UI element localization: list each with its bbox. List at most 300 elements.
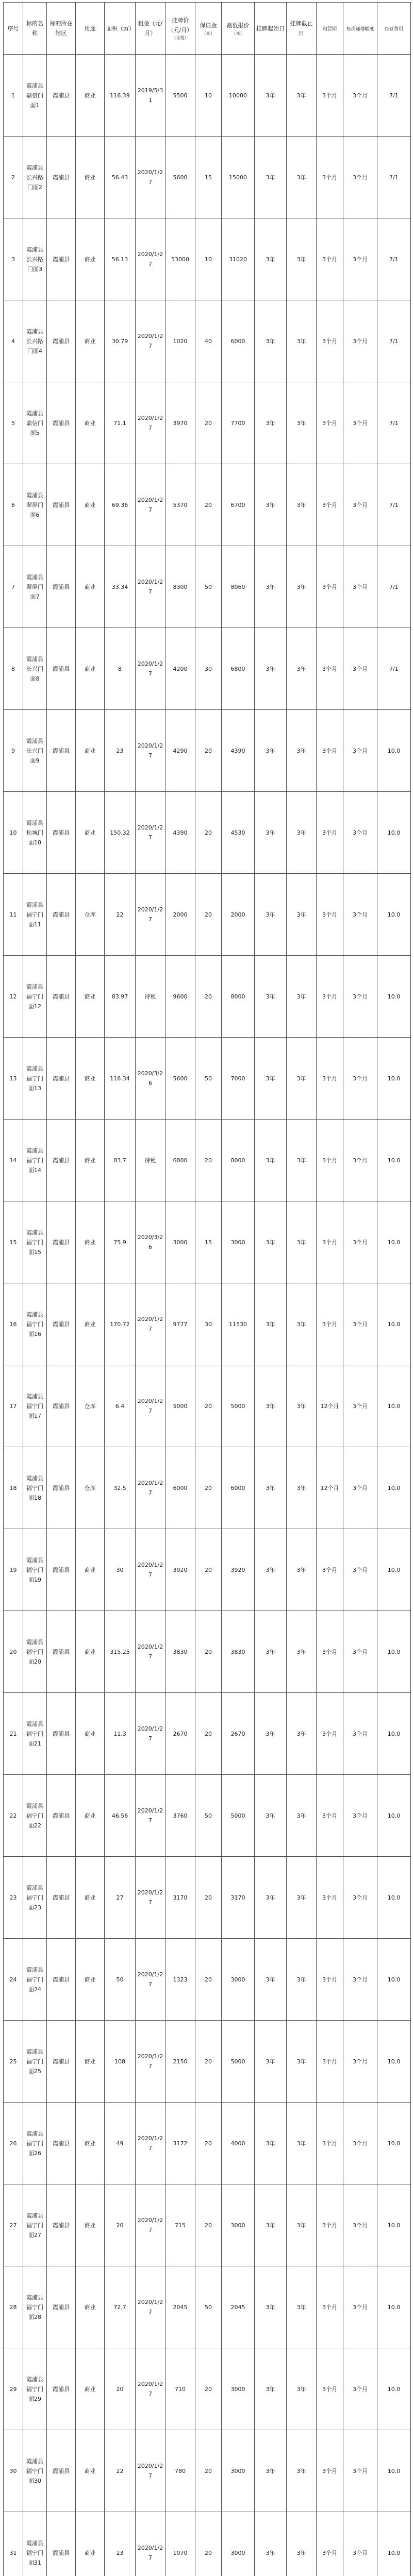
table-cell: 3年 [255, 1365, 287, 1447]
table-cell: 9 [4, 710, 23, 792]
table-cell: 3个月 [317, 2512, 343, 2576]
table-cell: 商业 [76, 137, 105, 218]
table-cell: 霞浦县 [47, 1365, 76, 1447]
table-cell: 霞浦县福宁门面14 [23, 1120, 47, 1201]
table-row [4, 546, 411, 628]
table-cell: 仓库 [76, 1447, 105, 1529]
table-row [4, 2103, 411, 2184]
table-cell: 10.0 [377, 1038, 411, 1120]
table-row [4, 1857, 411, 1939]
table-cell: 3年 [287, 1939, 317, 2021]
table-cell: 商业 [76, 2184, 105, 2266]
table-cell: 69.36 [105, 464, 136, 546]
table-row [4, 1201, 411, 1283]
table-cell: 3000 [222, 2184, 255, 2266]
table-body [4, 55, 411, 2576]
table-cell: 3年 [255, 2430, 287, 2512]
table-cell: 18 [4, 1447, 23, 1529]
table-cell: 霞浦县 [47, 1201, 76, 1283]
table-cell: 霞浦县 [47, 956, 76, 1038]
table-cell: 2670 [165, 1693, 195, 1775]
table-cell: 霞浦县 [47, 546, 76, 628]
table-cell: 仓库 [76, 874, 105, 956]
table-cell: 11 [4, 874, 23, 956]
table-cell: 3年 [255, 2021, 287, 2103]
table-cell: 3个月 [343, 218, 377, 300]
table-cell: 霞浦县 [47, 1120, 76, 1201]
table-cell: 108 [105, 2021, 136, 2103]
table-cell: 3个月 [343, 1120, 377, 1201]
table-row [4, 2021, 411, 2103]
table-cell: 霞浦县 [47, 792, 76, 874]
table-cell: 3个月 [343, 1447, 377, 1529]
table-cell: 商业 [76, 792, 105, 874]
table-cell: 5000 [222, 2021, 255, 2103]
column-header-label: 用途 [84, 25, 96, 32]
table-cell: 3000 [222, 2512, 255, 2576]
table-cell: 20 [105, 2184, 136, 2266]
column-header-label: 挂牌截止日 [290, 20, 313, 37]
table-cell: 3970 [165, 382, 195, 464]
table-cell: 霞浦县福宁门面16 [23, 1283, 47, 1365]
table-cell: 7/1 [377, 55, 411, 137]
table-cell: 商业 [76, 1939, 105, 2021]
table-cell: 2020/1/27 [136, 1611, 165, 1693]
table-cell: 3个月 [343, 1693, 377, 1775]
table-cell: 20 [195, 874, 222, 956]
table-cell: 2020/1/27 [136, 546, 165, 628]
table-cell: 3年 [287, 218, 317, 300]
table-cell: 3个月 [343, 1038, 377, 1120]
table-cell: 3个月 [317, 1201, 343, 1283]
table-cell: 53000 [165, 218, 195, 300]
table-row [4, 1611, 411, 1693]
table-cell: 霞浦县长兴路门面4 [23, 300, 47, 382]
table-cell: 3920 [165, 1529, 195, 1611]
table-cell: 3个月 [343, 2430, 377, 2512]
table-row [4, 2184, 411, 2266]
table-cell: 2020/1/27 [136, 464, 165, 546]
table-cell: 霞浦县 [47, 137, 76, 218]
table-cell: 3年 [287, 792, 317, 874]
table-cell: 49 [105, 2103, 136, 2184]
table-row [4, 55, 411, 137]
table-cell: 3年 [287, 2430, 317, 2512]
table-cell: 3年 [287, 1529, 317, 1611]
table-cell: 7 [4, 546, 23, 628]
table-cell: 3年 [287, 2184, 317, 2266]
table-cell: 20 [195, 1120, 222, 1201]
column-header-label: 标的所在辖区 [49, 20, 73, 37]
table-cell: 10 [4, 792, 23, 874]
table-cell: 2020/1/27 [136, 2184, 165, 2266]
table-cell: 3个月 [317, 1939, 343, 2021]
table-cell: 2020/1/27 [136, 300, 165, 382]
table-cell: 27 [105, 1857, 136, 1939]
table-cell: 霞浦县 [47, 382, 76, 464]
column-header [165, 3, 195, 55]
table-cell: 3年 [255, 1120, 287, 1201]
table-cell: 3年 [287, 55, 317, 137]
table-cell: 26 [4, 2103, 23, 2184]
table-cell: 3年 [287, 1283, 317, 1365]
table-cell: 2 [4, 137, 23, 218]
table-cell: 霞浦县福宁门面27 [23, 2184, 47, 2266]
table-cell: 4000 [222, 2103, 255, 2184]
table-cell: 5600 [165, 137, 195, 218]
table-cell: 170.72 [105, 1283, 136, 1365]
table-cell: 商业 [76, 956, 105, 1038]
table-cell: 3个月 [343, 2103, 377, 2184]
table-cell: 3年 [255, 218, 287, 300]
table-cell: 11530 [222, 1283, 255, 1365]
table-cell: 3个月 [317, 1038, 343, 1120]
table-cell: 150.32 [105, 792, 136, 874]
table-cell: 霞浦县福宁门面17 [23, 1365, 47, 1447]
table-cell: 霞浦县 [47, 628, 76, 710]
table-row [4, 2266, 411, 2348]
table-cell: 2000 [165, 874, 195, 956]
table-row [4, 300, 411, 382]
table-cell: 3年 [255, 2103, 287, 2184]
table-cell: 3个月 [317, 2184, 343, 2266]
table-cell: 20 [195, 956, 222, 1038]
table-cell: 霞浦县 [47, 2430, 76, 2512]
table-cell: 315.25 [105, 1611, 136, 1693]
table-cell: 3年 [287, 628, 317, 710]
table-cell: 霞浦县 [47, 2512, 76, 2576]
table-cell: 2019/5/31 [136, 55, 165, 137]
table-cell: 3年 [287, 1365, 317, 1447]
table-cell: 9600 [165, 956, 195, 1038]
column-header-unit: （元） [202, 30, 214, 36]
table-cell: 仓库 [76, 1365, 105, 1447]
table-cell: 116.39 [105, 55, 136, 137]
table-cell: 商业 [76, 546, 105, 628]
table-row [4, 1283, 411, 1365]
table-cell: 10.0 [377, 874, 411, 956]
table-cell: 780 [165, 2430, 195, 2512]
listing-table [3, 2, 411, 2576]
column-header-label: 最低报价 [226, 22, 250, 29]
table-cell: 商业 [76, 1201, 105, 1283]
table-cell: 71.1 [105, 382, 136, 464]
table-cell: 商业 [76, 1611, 105, 1693]
table-cell: 10.0 [377, 2348, 411, 2430]
table-cell: 5000 [222, 1775, 255, 1857]
table-cell: 1323 [165, 1939, 195, 2021]
table-cell: 2020/1/27 [136, 628, 165, 710]
table-cell: 3个月 [343, 464, 377, 546]
table-cell: 2670 [222, 1693, 255, 1775]
table-cell: 3个月 [317, 2430, 343, 2512]
table-cell: 1020 [165, 300, 195, 382]
table-cell: 3年 [255, 137, 287, 218]
table-cell: 30 [105, 1529, 136, 1611]
table-cell: 3个月 [343, 2348, 377, 2430]
table-cell: 3个月 [343, 1365, 377, 1447]
table-cell: 10.0 [377, 1529, 411, 1611]
table-cell: 3年 [255, 1201, 287, 1283]
table-cell: 霞浦县 [47, 300, 76, 382]
table-cell: 2020/1/27 [136, 1365, 165, 1447]
table-cell: 10.0 [377, 1693, 411, 1775]
table-cell: 3年 [255, 710, 287, 792]
table-cell: 10.0 [377, 792, 411, 874]
table-cell: 10.0 [377, 1447, 411, 1529]
table-cell: 霞浦县长兴门面9 [23, 710, 47, 792]
table-row [4, 1365, 411, 1447]
table-cell: 3年 [287, 710, 317, 792]
table-cell: 商业 [76, 1857, 105, 1939]
table-cell: 22 [105, 874, 136, 956]
table-cell: 24 [4, 1939, 23, 2021]
table-cell: 7/1 [377, 300, 411, 382]
table-cell: 商业 [76, 2266, 105, 2348]
table-cell: 3年 [255, 1283, 287, 1365]
table-cell: 霞浦县 [47, 1775, 76, 1857]
table-cell: 3个月 [317, 2348, 343, 2430]
table-cell: 50 [105, 1939, 136, 2021]
table-cell: 10.0 [377, 1201, 411, 1283]
table-cell: 霞浦县福宁门面22 [23, 1775, 47, 1857]
table-cell: 15 [4, 1201, 23, 1283]
table-cell: 23 [105, 710, 136, 792]
table-cell: 3年 [255, 2184, 287, 2266]
table-cell: 21 [4, 1693, 23, 1775]
table-cell: 7700 [222, 382, 255, 464]
table-cell: 3年 [287, 1775, 317, 1857]
table-cell: 710 [165, 2348, 195, 2430]
table-cell: 50 [195, 1775, 222, 1857]
table-row [4, 2512, 411, 2576]
table-cell: 3年 [255, 1857, 287, 1939]
table-cell: 3年 [287, 1120, 317, 1201]
table-cell: 3170 [165, 1857, 195, 1939]
table-cell: 待租 [136, 1120, 165, 1201]
table-cell: 20 [195, 2021, 222, 2103]
table-cell: 商业 [76, 1693, 105, 1775]
table-cell: 3年 [287, 1447, 317, 1529]
table-cell: 30.79 [105, 300, 136, 382]
table-cell: 5370 [165, 464, 195, 546]
table-cell: 霞浦县福宁门面19 [23, 1529, 47, 1611]
table-cell: 20 [195, 1611, 222, 1693]
table-cell: 6 [4, 464, 23, 546]
table-cell: 20 [195, 382, 222, 464]
table-cell: 2020/1/27 [136, 2512, 165, 2576]
table-cell: 2150 [165, 2021, 195, 2103]
table-cell: 3000 [222, 1939, 255, 2021]
table-cell: 10.0 [377, 1775, 411, 1857]
table-row [4, 1693, 411, 1775]
table-cell: 商业 [76, 464, 105, 546]
table-cell: 3年 [287, 1611, 317, 1693]
table-cell: 3个月 [343, 2021, 377, 2103]
column-header [317, 3, 343, 55]
table-cell: 15 [195, 1201, 222, 1283]
table-cell: 3年 [287, 464, 317, 546]
table-cell: 22 [105, 2430, 136, 2512]
table-cell: 10.0 [377, 2430, 411, 2512]
table-cell: 3个月 [343, 1611, 377, 1693]
table-cell: 56.13 [105, 218, 136, 300]
table-cell: 霞浦县翠屏门面6 [23, 464, 47, 546]
table-cell: 2045 [165, 2266, 195, 2348]
table-cell: 霞浦县 [47, 218, 76, 300]
table-cell: 14 [4, 1120, 23, 1201]
table-cell: 3年 [255, 1529, 287, 1611]
table-cell: 1 [4, 55, 23, 137]
table-cell: 23 [105, 2512, 136, 2576]
table-cell: 霞浦县福宁门面12 [23, 956, 47, 1038]
table-cell: 3个月 [317, 1775, 343, 1857]
table-cell: 10.0 [377, 2512, 411, 2576]
table-cell: 3年 [287, 956, 317, 1038]
table-row [4, 464, 411, 546]
table-cell: 3年 [255, 300, 287, 382]
table-cell: 3个月 [317, 1693, 343, 1775]
table-row [4, 710, 411, 792]
table-cell: 3个月 [343, 1775, 377, 1857]
table-cell: 5 [4, 382, 23, 464]
table-cell: 霞浦县福宁门面25 [23, 2021, 47, 2103]
table-cell: 3个月 [317, 874, 343, 956]
table-cell: 8 [105, 628, 136, 710]
table-cell: 12个月 [317, 1447, 343, 1529]
table-row [4, 382, 411, 464]
table-cell: 3 [4, 218, 23, 300]
table-cell: 16 [4, 1283, 23, 1365]
column-header-label: 经营费用 [384, 26, 403, 32]
table-cell: 8060 [222, 546, 255, 628]
table-cell: 2020/1/27 [136, 1939, 165, 2021]
table-cell: 3年 [287, 382, 317, 464]
table-cell: 30 [195, 628, 222, 710]
table-cell: 霞浦县福宁门面28 [23, 2266, 47, 2348]
table-row [4, 1447, 411, 1529]
table-cell: 3个月 [343, 382, 377, 464]
table-cell: 3个月 [317, 2103, 343, 2184]
table-cell: 3个月 [343, 137, 377, 218]
table-cell: 3个月 [317, 218, 343, 300]
table-cell: 72.7 [105, 2266, 136, 2348]
table-cell: 霞浦县长兴路门面2 [23, 137, 47, 218]
table-cell: 50 [195, 546, 222, 628]
table-cell: 2020/1/27 [136, 1447, 165, 1529]
table-cell: 商业 [76, 1529, 105, 1611]
table-cell: 3个月 [317, 137, 343, 218]
column-header-label: 每次递增幅度 [346, 26, 374, 32]
table-cell: 商业 [76, 218, 105, 300]
table-cell: 3000 [222, 1201, 255, 1283]
table-cell: 10.0 [377, 2184, 411, 2266]
table-cell: 3年 [255, 628, 287, 710]
column-header [222, 3, 255, 55]
table-cell: 20 [105, 2348, 136, 2430]
column-header-label: 挂牌价（元/月） [168, 17, 193, 33]
table-cell: 6000 [222, 1447, 255, 1529]
table-cell: 83.97 [105, 956, 136, 1038]
table-cell: 霞浦县 [47, 2184, 76, 2266]
table-cell: 2045 [222, 2266, 255, 2348]
table-cell: 3920 [222, 1529, 255, 1611]
table-cell: 3个月 [317, 464, 343, 546]
table-cell: 3年 [255, 2266, 287, 2348]
table-cell: 3个月 [343, 55, 377, 137]
table-cell: 8000 [222, 1120, 255, 1201]
table-cell: 3年 [255, 2512, 287, 2576]
table-cell: 商业 [76, 2021, 105, 2103]
table-cell: 3172 [165, 2103, 195, 2184]
table-cell: 10.0 [377, 2103, 411, 2184]
table-cell: 3年 [287, 2512, 317, 2576]
column-header-label: 保证金 [200, 22, 217, 29]
table-cell: 3830 [165, 1611, 195, 1693]
table-cell: 31 [4, 2512, 23, 2576]
table-cell: 霞浦县长兴门面8 [23, 628, 47, 710]
table-cell: 2020/1/27 [136, 2348, 165, 2430]
table-cell: 56.43 [105, 137, 136, 218]
table-cell: 商业 [76, 2348, 105, 2430]
table-cell: 3个月 [317, 628, 343, 710]
table-cell: 30 [4, 2430, 23, 2512]
table-row [4, 1038, 411, 1120]
table-cell: 20 [195, 1857, 222, 1939]
table-cell: 2020/1/27 [136, 1693, 165, 1775]
table-cell: 霞浦县 [47, 2348, 76, 2430]
table-cell: 22 [4, 1775, 23, 1857]
table-cell: 6.4 [105, 1365, 136, 1447]
table-cell: 3000 [165, 1201, 195, 1283]
table-cell: 10.0 [377, 2021, 411, 2103]
table-cell: 3年 [255, 1693, 287, 1775]
table-row [4, 1529, 411, 1611]
table-cell: 10000 [222, 55, 255, 137]
table-cell: 3年 [287, 137, 317, 218]
table-cell: 20 [195, 464, 222, 546]
table-cell: 2020/1/27 [136, 874, 165, 956]
table-cell: 29 [4, 2348, 23, 2430]
table-cell: 20 [195, 1365, 222, 1447]
table-cell: 2020/1/27 [136, 218, 165, 300]
table-cell: 30 [195, 1283, 222, 1365]
column-header-label: 租赁期 [322, 26, 337, 32]
table-cell: 霞浦县松城门面10 [23, 792, 47, 874]
table-cell: 霞浦县福宁门面20 [23, 1611, 47, 1693]
table-cell: 6800 [165, 1120, 195, 1201]
table-cell: 3个月 [343, 792, 377, 874]
table-cell: 10.0 [377, 1611, 411, 1693]
table-cell: 4390 [222, 710, 255, 792]
table-cell: 3760 [165, 1775, 195, 1857]
column-header-unit: （含税） [172, 36, 189, 40]
table-cell: 商业 [76, 628, 105, 710]
column-header [195, 3, 222, 55]
table-cell: 20 [195, 2348, 222, 2430]
table-cell: 4200 [165, 628, 195, 710]
table-cell: 8300 [165, 546, 195, 628]
table-cell: 6000 [222, 300, 255, 382]
table-cell: 3年 [255, 55, 287, 137]
table-row [4, 792, 411, 874]
table-cell: 3个月 [343, 1283, 377, 1365]
table-cell: 霞浦县 [47, 1693, 76, 1775]
table-cell: 15 [195, 137, 222, 218]
table-cell: 霞浦县福宁门面15 [23, 1201, 47, 1283]
table-cell: 商业 [76, 1038, 105, 1120]
table-cell: 3年 [255, 792, 287, 874]
